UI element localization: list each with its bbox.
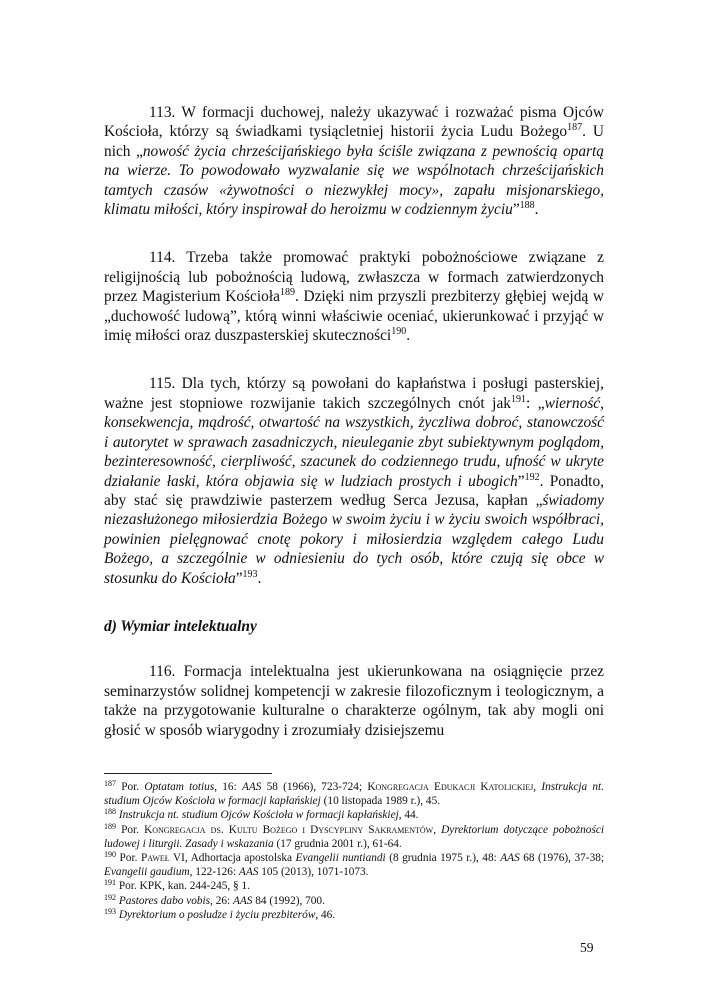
text-run: wierność, konsekwencja, mądrość, otwartość na wszystkich, życzliwa dobroć, stanowczość i autorytet w sprawach zasadniczych, nieuleganie zbyt subiektywnym poglądom, bezinteresowność, cierpliwość, szacunek do codziennego trudu, ufność w ukryte działanie łaski, która objawia się w ludziach prostych i ubogich	[104, 394, 604, 490]
footnote-ref: 189	[279, 287, 295, 299]
text-run: Dyrektorium o posłudze i życiu prezbiterów	[118, 908, 316, 921]
text-run: .	[257, 569, 262, 587]
text-run: Paweł	[140, 852, 170, 865]
text-run: 58 (1966), 723-724;	[261, 781, 368, 793]
text-run: . Dzięki nim przyszli prezbiterzy głębiej wejdą w „duchowość ludową”, którą winni właściwie oceniać, ukierunkować i przyjąć w imię miłości oraz duszpasterskiej skuteczności	[104, 288, 604, 345]
text-run: ”	[512, 201, 520, 219]
footnote-189	[104, 823, 604, 851]
footnote-190	[104, 851, 604, 879]
text-run: . U nich „	[104, 123, 605, 160]
footnote-ref: 190	[104, 850, 116, 860]
text-run: , 26:	[210, 894, 233, 907]
text-run: Por.	[116, 823, 145, 836]
text-run: 114. Trzeba także promować praktyki pobożnościowe związane z religijnością lub pobożnością ludową, zwłaszcza w formach zatwierdzonych przez Magisterium Kościoła	[104, 249, 604, 306]
text-run: , 44.	[398, 809, 419, 822]
text-run: ,	[533, 781, 542, 793]
text-run: AAS	[232, 894, 253, 907]
footnote-ref: 191	[104, 878, 116, 888]
text-run: ”	[235, 569, 243, 587]
text-run: (8 grudnia 1975 r.), 48:	[385, 852, 501, 865]
text-run: ”	[517, 472, 525, 490]
text-run: 115. Dla tych, którzy są powołani do kapłaństwa i posługi pasterskiej, ważne jest stopniowe rozwijanie takich szczególnych cnót jak	[104, 375, 604, 412]
footnotes	[104, 780, 604, 922]
footnote-separator	[104, 773, 272, 774]
text-run: AAS	[500, 852, 520, 865]
text-run: , 46.	[315, 908, 336, 921]
footnote-192	[104, 894, 604, 908]
text-run: AAS	[238, 866, 259, 879]
paragraph-116: 116. Formacja intelektualna jest ukierunkowana na osiągnięcie przez seminarzystów solidnej kompetencji w zakresie filozoficznym i teologicznym, a także na przygotowanie kulturalne o charakterze ogólnym, tak aby mogli oni głosić w sposób wiarygodny i zrozumiały dzisiejszemu	[104, 663, 604, 739]
section-heading: d) Wymiar intelektualny	[104, 617, 257, 635]
text-run: 113. W formacji duchowej, należy ukazywać i rozważać pisma Ojców Kościoła, którzy są świadkami tysiącletniej historii życia Ludu Bożego	[104, 104, 604, 141]
text-run: .	[534, 201, 539, 219]
text-run: Pastores dabo vobis	[118, 894, 211, 907]
paragraph-113	[104, 103, 604, 219]
footnote-ref: 192	[524, 471, 540, 483]
text-run: Instrukcja nt. studium Ojców Kościoła w formacji kapłańskiej	[104, 781, 604, 808]
text-run: świadomy niezasłużonego miłosierdzia Bożego w swoim życiu i w życiu swoich współbraci, powinien pielęgnować cnotę pokory i miłosierdzia względem całego Ludu Bożego, a szczególnie w odniesieniu do tych osób, które czują się obce w stosunku do Kościoła	[104, 491, 604, 587]
text-run: Optatam totius	[144, 781, 215, 793]
footnote-ref: 191	[510, 393, 526, 405]
paragraph-114	[104, 248, 604, 345]
footnote-188	[104, 808, 604, 822]
footnote-193	[104, 908, 604, 922]
text-run: Dyrektorium dotyczące pobożności ludowej i liturgii. Zasady i wskazania	[104, 823, 604, 850]
text-run: . Ponadto, aby stać się prawdziwie pasterzem według Serca Jezusa, kapłan „	[104, 472, 604, 509]
text-run: Por.	[116, 781, 145, 793]
text-run: Kongregacja Edukacji Katolickiej	[367, 781, 534, 793]
text-run: Kongregacja ds. Kultu Bożego i Dyscypliny Sakramentów	[144, 823, 434, 836]
footnote-ref: 193	[104, 906, 116, 916]
text-run: nowość życia chrześcijańskiego była ściśle związana z pewnością opartą na wierze. To powodowało wyzwalanie się we wspólnotach chrześcijańskich tamtych czasów «żywotności o niezwykłej mocy», zapału misjonarskiego, klimatu miłości, który inspirował do heroizmu w codziennym życiu	[104, 142, 604, 219]
footnote-191	[104, 879, 604, 893]
text-run: 68 (1976), 37-38;	[519, 852, 604, 865]
text-run: : „	[525, 394, 545, 412]
footnote-ref: 189	[104, 821, 116, 831]
text-run: Instrukcja nt. studium Ojców Kościoła w formacji kapłańskiej	[118, 809, 399, 822]
text-run: VI, Adhortacja apostolska	[169, 852, 296, 865]
text-run: 105 (2013), 1071-1073.	[258, 866, 369, 879]
text-run: , 16:	[214, 781, 242, 793]
text-run: ,	[433, 823, 442, 836]
text-run: , 122-126:	[189, 866, 239, 879]
footnote-ref: 187	[567, 122, 583, 134]
document-body	[104, 103, 604, 769]
text-run: 84 (1992), 700.	[252, 894, 325, 907]
footnote-ref: 193	[242, 568, 258, 580]
text-run: Por.	[116, 852, 141, 865]
text-run: Por. KPK, kan. 244-245, § 1.	[116, 880, 250, 893]
footnote-ref: 188	[519, 200, 535, 212]
page-number: 59	[580, 940, 594, 955]
text-run: AAS	[241, 781, 262, 793]
text-run: Evangelii nuntiandi	[295, 852, 386, 865]
text-run: .	[406, 327, 411, 345]
footnote-ref: 188	[104, 807, 116, 817]
footnote-187	[104, 780, 604, 808]
footnote-ref: 190	[391, 326, 407, 338]
text-run: (17 grudnia 2001 r.), 61-64.	[273, 837, 402, 850]
text-run: (10 listopada 1989 r.), 45.	[320, 795, 441, 808]
paragraph-115	[104, 374, 604, 587]
text-run: Evangelii gaudium	[104, 866, 190, 879]
footnote-ref: 187	[104, 779, 116, 788]
footnote-ref: 192	[104, 892, 116, 902]
